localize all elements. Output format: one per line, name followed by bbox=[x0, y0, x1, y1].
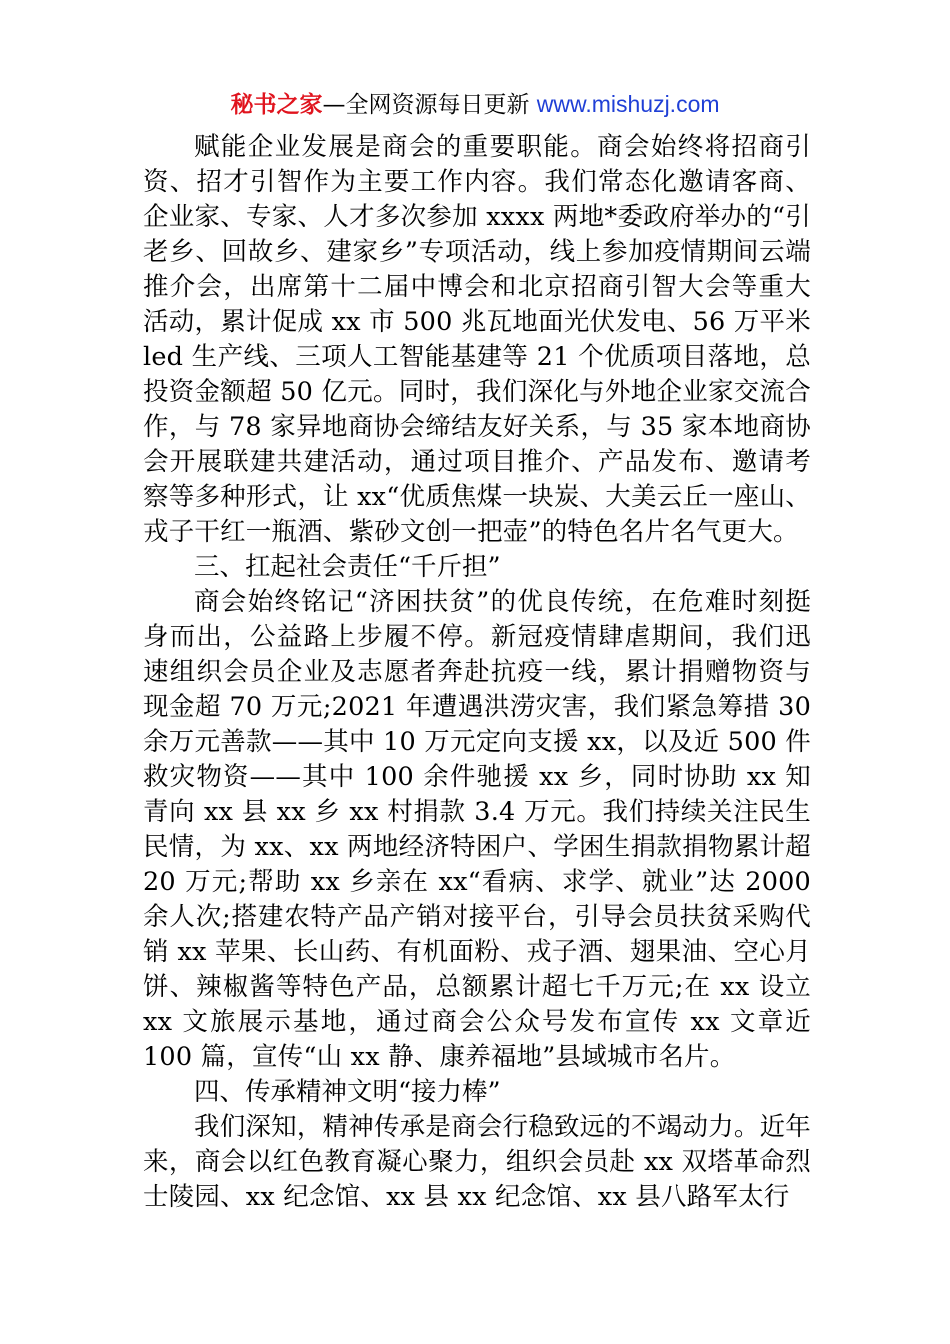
paragraph-spiritual-civilization: 我们深知，精神传承是商会行稳致远的不竭动力。近年来，商会以红色教育凝心聚力，组织会员赴 xx 双塔革命烈士陵园、xx 纪念馆、xx 县 xx 纪念馆、xx 县八路军太行 bbox=[143, 1112, 811, 1212]
site-url-link[interactable]: www.mishuzj.com bbox=[536, 91, 720, 117]
paragraph-empowerment: 赋能企业发展是商会的重要职能。商会始终将招商引资、招才引智作为主要工作内容。我们常态化邀请客商、企业家、专家、人才多次参加 xxxx 两地*委政府举办的“引老乡、回故乡、建家乡”专项活动，线上参加疫情期间云端推介会，出席第十二届中博会和北京招商引智大会等重大活动，累计促成 xx 市 500 兆瓦地面光伏发电、56 万平米 led 生产线、三项人工智能基建等 21 个优质项目落地，总投资金额超 50 亿元。同时，我们深化与外地企业家交流合作，与 78 家异地商协会缔结友好关系，与 35 家本地商协会开展联建共建活动，通过项目推介、产品发布、邀请考察等多种形式，让 xx“优质焦煤一块炭、大美云丘一座山、戎子干红一瓶酒、紫砂文创一把壶”的特色名片名气更大。 bbox=[143, 132, 811, 547]
paragraph-social-responsibility: 商会始终铭记“济困扶贫”的优良传统，在危难时刻挺身而出，公益路上步履不停。新冠疫情肆虐期间，我们迅速组织会员企业及志愿者奔赴抗疫一线，累计捐赠物资与现金超 70 万元;2021 年遭遇洪涝灾害，我们紧急筹措 30 余万元善款——其中 10 万元定向支援 xx，以及近 500 件救灾物资——其中 100 余件驰援 xx 乡，同时协助 xx 知青向 xx 县 xx 乡 xx 村捐款 3.4 万元。我们持续关注民生民情，为 xx、xx 两地经济特困户、学困生捐款捐物累计超 20 万元;帮助 xx 乡亲在 xx“看病、求学、就业”达 2000 余人次;搭建农特产品产销对接平台，引导会员扶贫采购代销 xx 苹果、长山药、有机面粉、戎子酒、翅果油、空心月饼、辣椒酱等特色产品，总额累计超七千万元;在 xx 设立 xx 文旅展示基地，通过商会公众号发布宣传 xx 文章近 100 篇，宣传“山 xx 静、康养福地”县域城市名片。 bbox=[143, 587, 811, 1072]
site-header bbox=[0, 86, 950, 123]
section-heading-4: 四、传承精神文明“接力棒” bbox=[194, 1077, 501, 1107]
header-tagline: —全网资源每日更新 bbox=[322, 92, 537, 118]
document-body bbox=[143, 130, 811, 1215]
section-heading-3: 三、扛起社会责任“千斤担” bbox=[194, 552, 501, 582]
brand-name: 秘书之家 bbox=[230, 92, 323, 118]
